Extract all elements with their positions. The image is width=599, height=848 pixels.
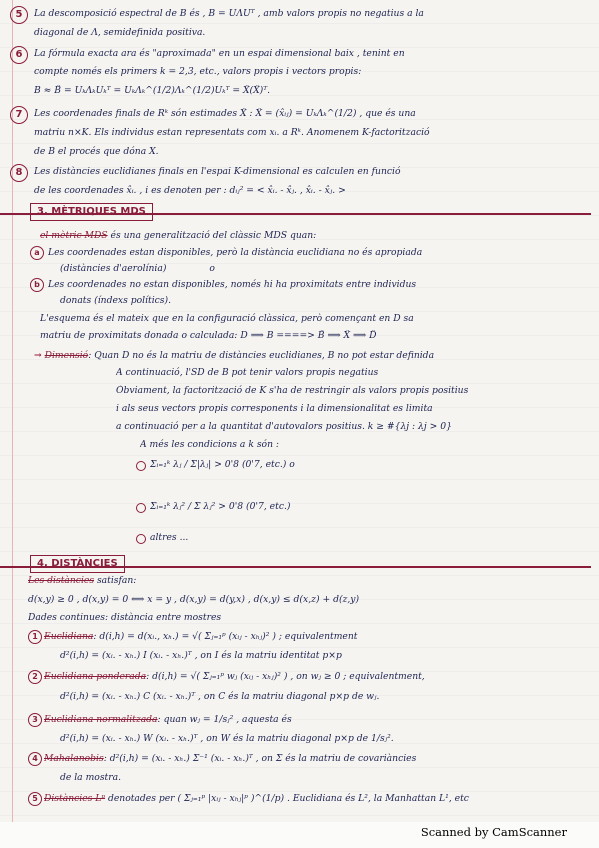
dimension-text: : Quan D no és la matriu de distàncies euclidianes, B no pot estar definida — [88, 350, 435, 361]
item-number-8: 8 — [10, 164, 28, 182]
arrow-icon: → — [34, 350, 42, 361]
distance-3-line2: d²(i,h) = (xᵢ. - xₕ.) W (xᵢ. - xₕ.)ᵀ , on W és la matriu diagonal p×p de 1/sⱼ². — [60, 733, 394, 744]
option-b-marker: b — [30, 278, 44, 292]
satisfy-line — [28, 575, 593, 587]
item5-line1: La descomposició espectral de B és , B = UΛUᵀ , amb valors propis no negatius a la — [34, 8, 424, 19]
distance-2-marker: 2 — [28, 670, 42, 684]
option-a-marker: a — [30, 246, 44, 260]
option-a-line1: Les coordenades estan disponibles, però la distància euclidiana no és apropiada — [48, 247, 423, 258]
margin-line — [12, 0, 13, 822]
item8-line2: de les coordenades x̂ᵢ. , i es denoten per : d̂ᵢⱼ² = < x̂ᵢ. - x̂ⱼ. , x̂ᵢ. - x̂ⱼ. > — [34, 185, 346, 196]
distance-5-line1 — [44, 793, 593, 805]
item-number-5: 5 — [10, 6, 28, 24]
item7-line2: matriu n×K. Els individus estan representats com xᵢ. a Rᵏ. Anomenem K-factorització — [34, 127, 430, 138]
section3-heading: 3. MÈTRIQUES MDS — [30, 203, 153, 221]
dimension-line1 — [34, 350, 593, 362]
intro-strike: el mètric MDS — [40, 230, 108, 241]
condition-2: Σᵢ₌₁ᵏ λⱼ² / Σ λⱼ² > 0'8 (0'7, etc.) — [150, 501, 291, 512]
distance-2-name: Euclidiana ponderada — [44, 671, 147, 682]
item6-line1: La fórmula exacta ara és "aproximada" en un espai dimensional baix , tenint en — [34, 48, 405, 59]
conditions-intro: A més les condicions a k són : — [140, 439, 279, 450]
distance-5-formula: denotades per ( Σⱼ₌₁ᵖ |xᵢⱼ - xₕⱼ|ᵖ )^(1/p) . Euclidiana és L², la Manhattan L¹, etc — [107, 793, 469, 804]
option-a-line2 — [60, 263, 593, 275]
dimension-strike: Dimensió — [44, 350, 89, 361]
item-number-7: 7 — [10, 106, 28, 124]
scheme-line2: matriu de proximitats donada o calculada: D ⟹ B ====> B̂ ⟹ X̂ ⟹ D̂ — [40, 330, 377, 341]
distance-2-formula: : d(i,h) = √( Σⱼ₌₁ᵖ wⱼ (xᵢⱼ - xₕⱼ)² ) , on wⱼ ≥ 0 ; equivalentment, — [146, 671, 425, 682]
distance-1-line1 — [44, 631, 593, 643]
distance-1-formula: : d(i,h) = d(xᵢ., xₕ.) = √( Σⱼ₌₁ᵖ (xᵢⱼ - xₕⱼ)² ) ; equivalentment — [93, 631, 358, 642]
intro-text: és una generalització del clàssic MDS quan: — [110, 230, 317, 241]
dimension-line3: Òbviament, la factorització de K s'ha de restringir als valors propis positius — [116, 385, 469, 396]
option-b-line2: donats (índexs polítics). — [60, 295, 171, 306]
distance-3-marker: 3 — [28, 713, 42, 727]
distance-4-line1 — [44, 753, 593, 765]
distance-1-name: Euclidiana — [44, 631, 94, 642]
scheme-line1: L'esquema és el mateix que en la configuració clàssica, però començant en D sa — [40, 313, 414, 324]
distance-3-name: Euclidiana normalitzada — [44, 714, 158, 725]
satisfy-text: satisfan: — [96, 575, 137, 586]
dimension-line5: a continuació per a la quantitat d'autovalors positius. k ≥ #{λj : λj > 0} — [116, 421, 452, 432]
section3-intro — [40, 230, 593, 242]
distance-4-line2: de la mostra. — [60, 772, 122, 783]
item-number-6: 6 — [10, 46, 28, 64]
distance-1-line2: d²(i,h) = (xᵢ. - xₕ.) I (xᵢ. - xₕ.)ᵀ , on I és la matriu identitat p×p — [60, 650, 342, 661]
item5-line2: diagonal de Λ, semidefinida positiva. — [34, 27, 206, 38]
distance-4-formula: : d²(i,h) = (xᵢ. - xₕ.) Σ⁻¹ (xᵢ. - xₕ.)ᵀ , on Σ és la matriu de covariàncies — [103, 753, 417, 764]
dimension-line2: A continuació, l'SD de B pot tenir valors propis negatius — [116, 367, 379, 378]
distance-4-marker: 4 — [28, 752, 42, 766]
axioms-line: d(x,y) ≥ 0 , d(x,y) = 0 ⟺ x = y , d(x,y) = d(y,x) , d(x,y) ≤ d(x,z) + d(z,y) — [28, 594, 360, 605]
continuous-data-line: Dades continues: distància entre mostres — [28, 612, 222, 623]
item7-line1: Les coordenades finals de Rᵏ són estimades X̂ : X̂ = (x̂ᵢⱼ) = UₖΛₖ^(1/2) , que és una — [34, 108, 416, 119]
condition-bullet-1 — [136, 461, 146, 471]
dimension-line4: i als seus vectors propis corresponents i la dimensionalitat es limita — [116, 403, 433, 414]
condition-1: Σᵢ₌₁ᵏ λⱼ / Σ|λⱼ| > 0'8 (0'7, etc.) o — [150, 459, 295, 470]
option-a-line2-text: (distàncies d'aerolínia) — [60, 263, 167, 274]
distance-2-line1 — [44, 671, 593, 683]
distance-1-marker: 1 — [28, 630, 42, 644]
item6-line3: B ≈ B̂ = UₖΛₖUₖᵀ = UₖΛₖ^(1/2)Λₖ^(1/2)Uₖᵀ = X̂(X̂)ᵀ. — [34, 85, 271, 96]
distance-3-formula: : quan wⱼ = 1/sⱼ² , aquesta és — [157, 714, 292, 725]
distance-3-line1 — [44, 714, 593, 726]
condition-bullet-2 — [136, 503, 146, 513]
satisfy-strike: Les distàncies — [28, 575, 95, 586]
option-a-or: o — [209, 263, 215, 274]
item8-line1: Les distàncies euclidianes finals en l'espai K-dimensional es calculen en funció — [34, 166, 401, 177]
condition-bullet-3 — [136, 534, 146, 544]
condition-3: altres ... — [150, 532, 189, 543]
item6-line2: compte només els primers k = 2,3, etc., valors propis i vectors propis: — [34, 66, 362, 77]
option-b-line1: Les coordenades no estan disponibles, només hi ha proximitats entre individus — [48, 279, 417, 290]
scanner-watermark: Scanned by CamScanner — [420, 825, 567, 839]
section4-heading: 4. DISTÀNCIES — [30, 555, 125, 573]
distance-2-line2: d²(i,h) = (xᵢ. - xₕ.) C (xᵢ. - xₕ.)ᵀ , on C és la matriu diagonal p×p de wⱼ. — [60, 691, 380, 702]
distance-4-name: Mahalanobis — [44, 753, 104, 764]
item7-line3: de B el procés que dóna X. — [34, 146, 159, 157]
distance-5-name: Distàncies Lᵖ — [44, 793, 106, 804]
distance-5-marker: 5 — [28, 792, 42, 806]
